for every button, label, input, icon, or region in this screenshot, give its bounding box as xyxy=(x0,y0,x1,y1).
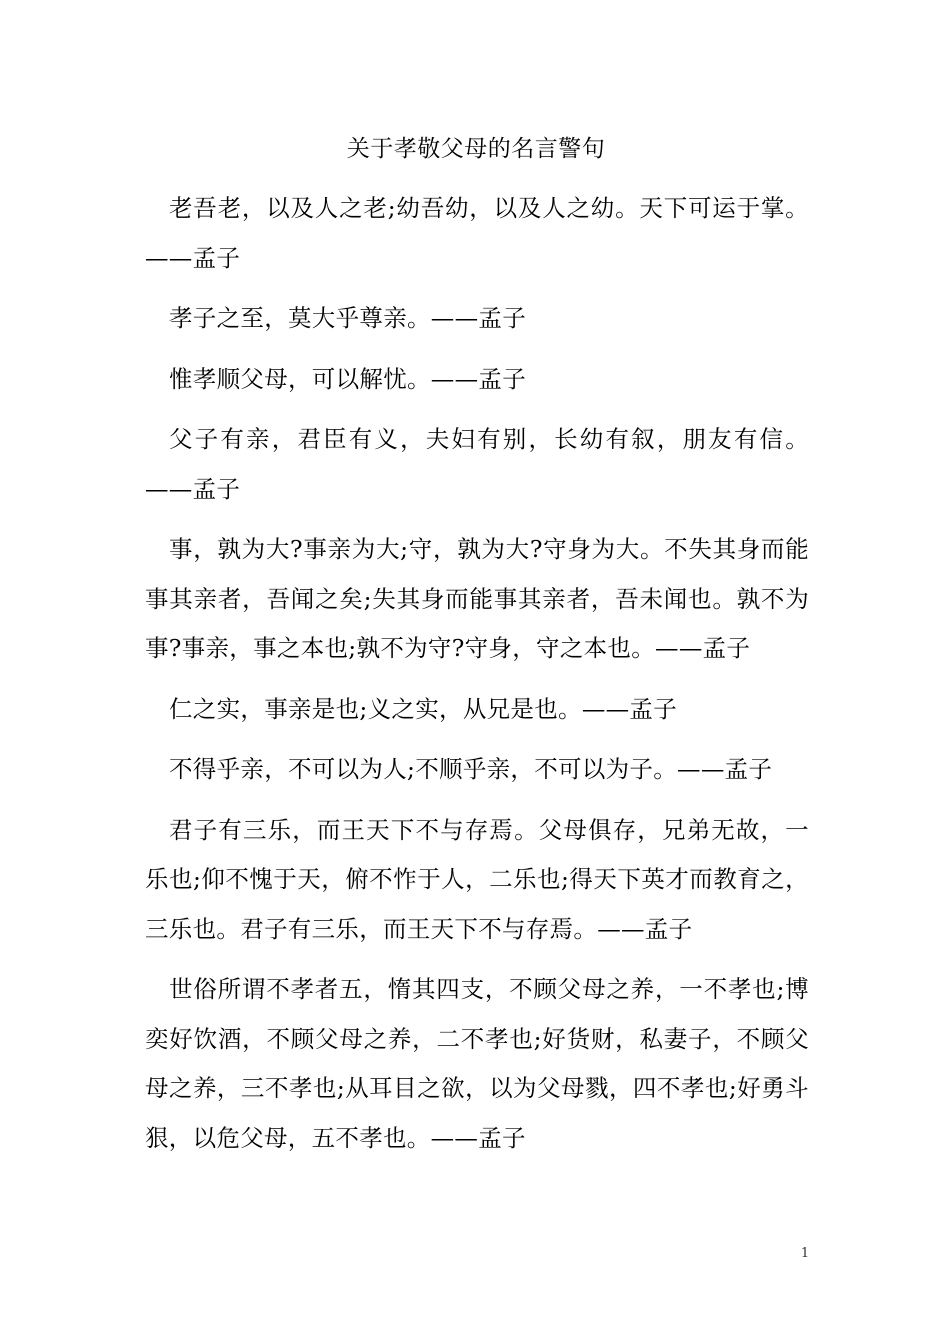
quote-paragraph-1: 老吾老，以及人之老;幼吾幼，以及人之幼。天下可运于掌。——孟子 xyxy=(145,194,809,272)
quote-paragraph-4: 父子有亲，君臣有义，夫妇有别，长幼有叙，朋友有信。——孟子 xyxy=(145,425,809,503)
quote-paragraph-3: 惟孝顺父母，可以解忧。——孟子 xyxy=(169,364,526,393)
quote-paragraph-5: 事，孰为大?事亲为大;守，孰为大?守身为大。不失其身而能事其亲者，吾闻之矣;失其身而能事其亲者，吾未闻也。孰不为事?事亲，事之本也;孰不为守?守身，守之本也。——孟子 xyxy=(145,535,809,662)
quote-paragraph-6: 仁之实，事亲是也;义之实，从兄是也。——孟子 xyxy=(169,694,678,723)
quote-paragraph-8: 君子有三乐，而王天下不与存焉。父母俱存，兄弟无故，一乐也;仰不愧于天，俯不怍于人，二乐也;得天下英才而教育之，三乐也。君子有三乐，而王天下不与存焉。——孟子 xyxy=(145,815,809,943)
quote-paragraph-9: 世俗所谓不孝者五，惰其四支，不顾父母之养，一不孝也;博奕好饮酒，不顾父母之养，二不孝也;好货财，私妻子，不顾父母之养，三不孝也;从耳目之欲，以为父母戮，四不孝也;好勇斗狠，以危父母，五不孝也。——孟子 xyxy=(145,975,809,1152)
document-title: 关于孝敬父母的名言警句 xyxy=(346,136,606,162)
page-number: 1 xyxy=(800,1246,810,1261)
document-body xyxy=(145,184,809,1174)
quote-paragraph-2: 孝子之至，莫大乎尊亲。——孟子 xyxy=(169,304,526,332)
quote-paragraph-7: 不得乎亲，不可以为人;不顺乎亲，不可以为子。——孟子 xyxy=(169,755,773,783)
